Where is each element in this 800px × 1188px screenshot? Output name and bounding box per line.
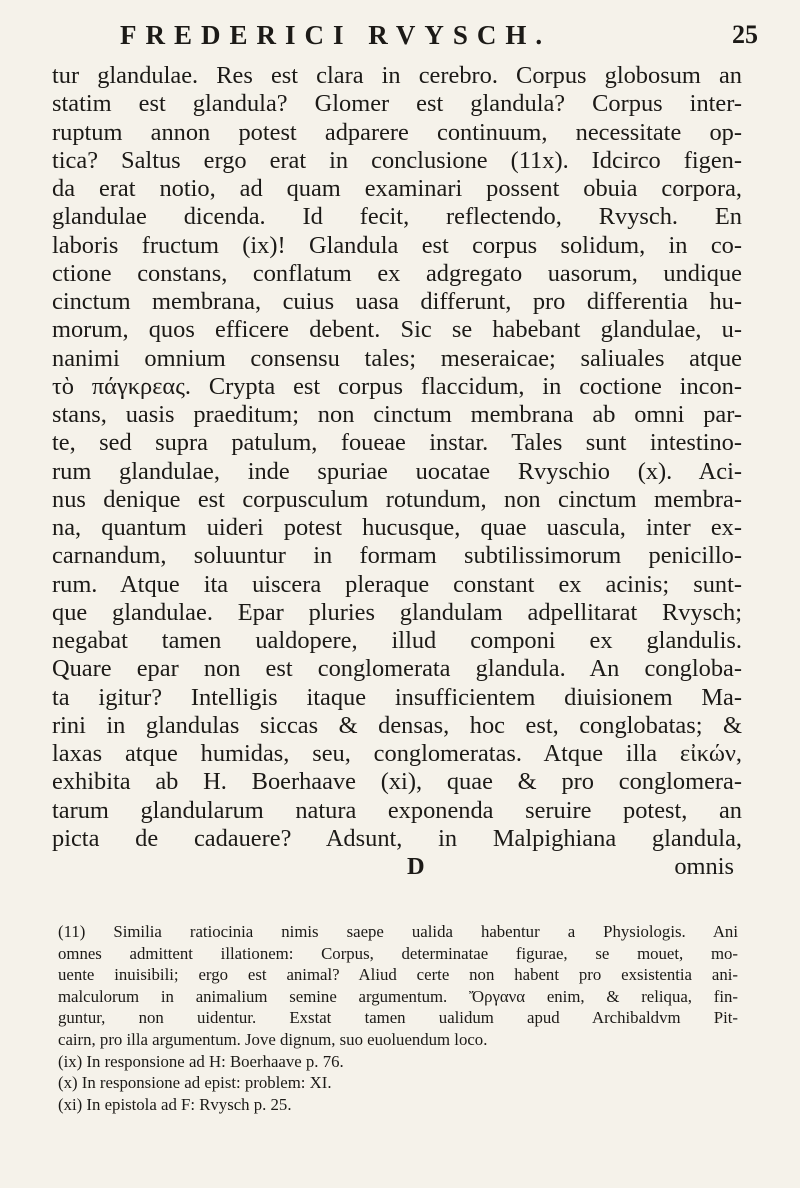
text-line: ta igitur? Intelligis itaque insufficientem diuisionem Ma- bbox=[52, 683, 742, 711]
footnote-line: (11) Similia ratiocinia nimis saepe ualida habentur a Physiologis. Ani bbox=[58, 922, 738, 941]
footnote-line: (ix) In responsione ad H: Boerhaave p. 76. bbox=[58, 1051, 344, 1071]
footnote-line: omnes admittent illationem: Corpus, determinatae figurae, se mouet, mo- bbox=[58, 943, 738, 963]
text-line: na, quantum uideri potest hucusque, quae uascula, inter ex- bbox=[52, 514, 742, 541]
text-line: que glandulae. Epar pluries glandulam adpellitarat Rvysch; bbox=[52, 598, 742, 626]
footnote-line: cairn, pro illa argumentum. Jove dignum, suo euoluendum loco. bbox=[58, 1029, 488, 1049]
text-line: stans, uasis praeditum; non cinctum membrana ab omni par- bbox=[52, 401, 742, 428]
running-title: FREDERICI RVYSCH. bbox=[120, 20, 552, 50]
text-line: statim est glandula? Glomer est glandula? Corpus inter- bbox=[52, 90, 742, 118]
footnote-line: guntur, non uidentur. Exstat tamen ualidum apud Archibaldvm Pit- bbox=[58, 1008, 738, 1028]
main-text bbox=[52, 62, 742, 881]
text-line: carnandum, soluuntur in formam subtilissimorum penicillo- bbox=[52, 542, 742, 570]
text-line: laxas atque humidas, seu, conglomeratas. Atque illa εἰκών, bbox=[52, 740, 742, 767]
footnote-line: (x) In responsione ad epist: problem: XI. bbox=[58, 1073, 332, 1093]
text-line: tarum glandularum natura exponenda seruire potest, an bbox=[52, 796, 742, 824]
text-line: cinctum membrana, cuius uasa differunt, pro differentia hu- bbox=[52, 288, 742, 315]
text-line: exhibita ab H. Boerhaave (xi), quae & pro conglomera- bbox=[52, 768, 742, 796]
text-line: tur glandulae. Res est clara in cerebro. Corpus globosum an bbox=[52, 62, 742, 89]
catchword: omnis bbox=[674, 853, 734, 880]
signature-line bbox=[52, 853, 742, 881]
footnote-line: malculorum in animalium semine argumentum. Ὄργανα enim, & reliqua, fin- bbox=[58, 986, 738, 1006]
text-line: Quare epar non est conglomerata glandula. An congloba- bbox=[52, 655, 742, 683]
page-number: 25 bbox=[732, 20, 758, 49]
text-line: tica? Saltus ergo erat in conclusione (11x). Idcirco figen- bbox=[52, 146, 742, 174]
text-line: te, sed supra patulum, foueae instar. Tales sunt intestino- bbox=[52, 429, 742, 457]
text-line: da erat notio, ad quam examinari possent obuia corpora, bbox=[52, 175, 742, 202]
text-line: ctione constans, conflatum ex adgregato uasorum, undique bbox=[52, 259, 742, 287]
text-line: laboris fructum (ix)! Glandula est corpus solidum, in co- bbox=[52, 231, 742, 259]
text-line: rum glandulae, inde spuriae uocatae Rvyschio (x). Aci- bbox=[52, 457, 742, 485]
gathering-signature: D bbox=[407, 853, 425, 880]
text-line: glandulae dicenda. Id fecit, reflectendo, Rvysch. En bbox=[52, 203, 742, 231]
footnotes bbox=[58, 921, 738, 1115]
footnote-line: (xi) In epistola ad F: Rvysch p. 25. bbox=[58, 1094, 292, 1114]
text-line: τὸ πάγκρεας. Crypta est corpus flaccidum, in coctione incon- bbox=[52, 372, 742, 400]
text-line: negabat tamen ualdopere, illud componi ex glandulis. bbox=[52, 627, 742, 654]
text-line: picta de cadauere? Adsunt, in Malpighiana glandula, bbox=[52, 824, 742, 852]
text-line: nus denique est corpusculum rotundum, non cinctum membra- bbox=[52, 485, 742, 513]
text-line: nanimi omnium consensu tales; meseraicae; saliuales atque bbox=[52, 344, 742, 372]
text-line: ruptum annon potest adparere continuum, necessitate op- bbox=[52, 118, 742, 146]
text-line: rum. Atque ita uiscera pleraque constant ex acinis; sunt- bbox=[52, 570, 742, 598]
running-header bbox=[120, 20, 758, 56]
text-line: morum, quos efficere debent. Sic se habebant glandulae, u- bbox=[52, 316, 742, 344]
text-line: rini in glandulas siccas & densas, hoc est, conglobatas; & bbox=[52, 711, 742, 739]
footnote-line: uente inuisibili; ergo est animal? Aliud certe non habent pro exsistentia ani- bbox=[58, 965, 738, 985]
